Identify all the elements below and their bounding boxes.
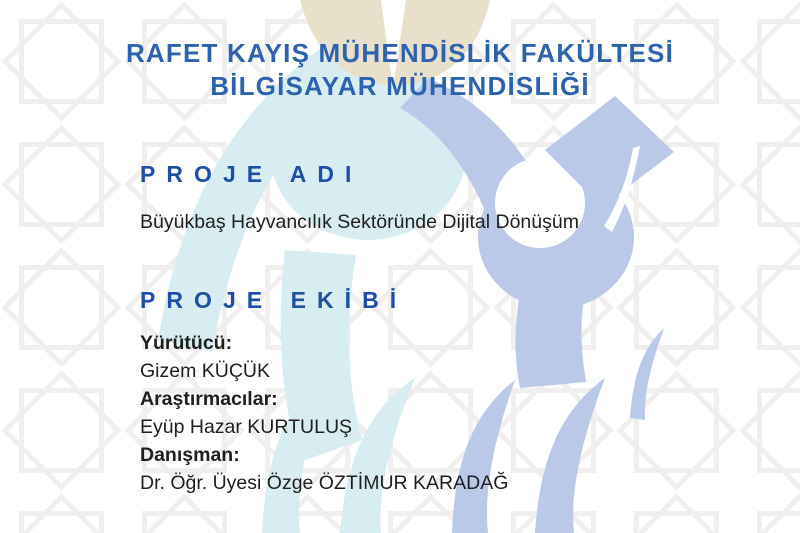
team-role-label: Araştırmacılar: [140, 388, 278, 410]
blue-body-shape [516, 290, 587, 388]
team-list [140, 329, 508, 497]
team-role-label: Danışman: [140, 444, 240, 466]
project-name: Büyükbaş Hayvancılık Sektöründe Dijital Dönüşüm [140, 211, 579, 233]
team-member-name: Dr. Öğr. Üyesi Özge ÖZTİMUR KARADAĞ [140, 472, 509, 494]
team-member-name: Eyüp Hazar KURTULUŞ [140, 416, 353, 438]
title-line-1: RAFET KAYIŞ MÜHENDİSLİK FAKÜLTESİ [125, 38, 675, 68]
project-section-heading: PROJE ADI [140, 161, 363, 187]
team-role-label: Yürütücü: [140, 332, 233, 354]
team-member-name: Gizem KÜÇÜK [140, 360, 271, 382]
title-line-2: BİLGİSAYAR MÜHENDİSLİĞİ [210, 71, 590, 101]
team-section-heading: PROJE EKİBİ [140, 287, 408, 313]
page-title [0, 37, 800, 103]
